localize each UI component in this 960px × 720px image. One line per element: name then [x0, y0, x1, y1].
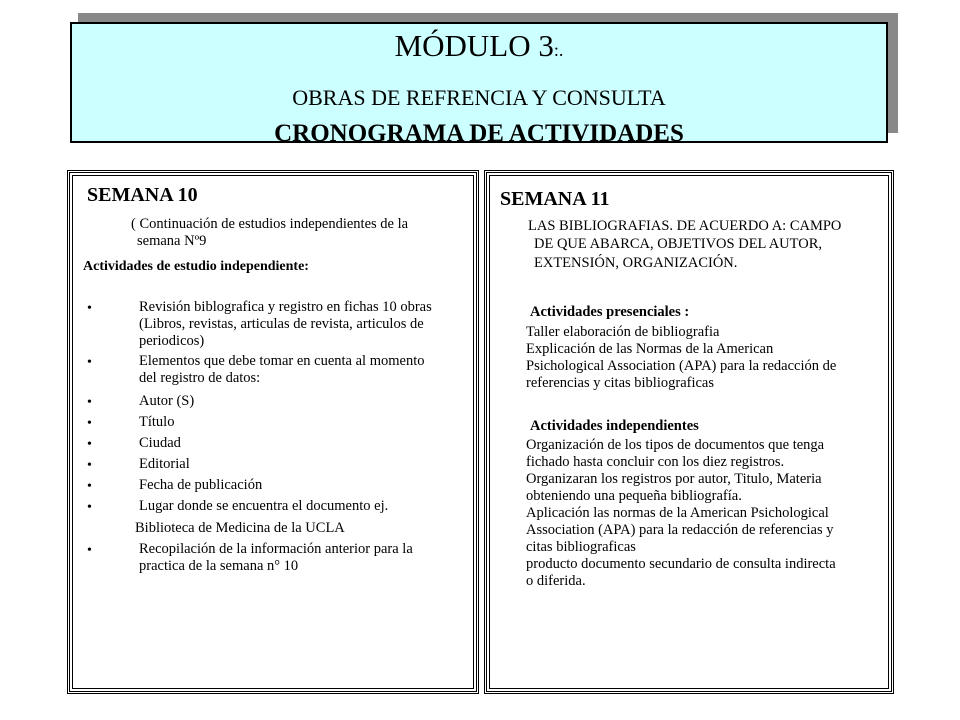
week11-title: SEMANA 11 — [500, 188, 610, 210]
bullet-dot: • — [87, 301, 92, 316]
week10-continuation-line2: semana Nº9 — [137, 233, 207, 249]
list-item: Ciudad — [139, 435, 181, 451]
independent-activities: Organización de los tipos de documentos que tenga fichado hasta concluir con los diez registros. Organizaran los registros por autor, Titulo, Materia obteniendo una pequeña bibliografía. Aplicación las normas de la American Psichological Association (APA) para la redacción de referencias y citas bibliograficas producto documento secundario de consulta indirecta o diferida. — [526, 437, 836, 589]
module-subtitle: OBRAS DE REFRENCIA Y CONSULTA — [292, 85, 666, 110]
list-item: Autor (S) — [139, 393, 195, 409]
module-label: MÓDULO 3 — [394, 28, 554, 63]
module-suffix: :. — [553, 40, 564, 60]
list-item: Editorial — [139, 456, 190, 472]
bullet-dot: • — [87, 500, 92, 515]
week10-activities-heading: Actividades de estudio independiente: — [83, 259, 309, 274]
list-item: Recopilación de la información anterior para la practica de la semana n° 10 — [139, 541, 413, 574]
schedule-title: CRONOGRAMA DE ACTIVIDADES — [274, 120, 684, 147]
week10-continuation-line1: ( Continuación de estudios independientes de la — [131, 216, 409, 232]
list-item: Fecha de publicación — [139, 477, 263, 493]
list-item: Lugar donde se encuentra el documento ej. — [139, 498, 389, 514]
bullet-dot: • — [87, 479, 92, 494]
week11-topic-line: DE QUE ABARCA, OBJETIVOS DEL AUTOR, — [534, 236, 822, 252]
module-title — [72, 30, 886, 66]
title-banner — [70, 22, 888, 147]
independent-heading: Actividades independientes — [530, 418, 699, 434]
week11-panel — [486, 172, 892, 692]
bullet-dot: • — [87, 437, 92, 452]
presential-heading: Actividades presenciales : — [530, 304, 690, 320]
list-item: Título — [139, 414, 175, 430]
library-line: Biblioteca de Medicina de la UCLA — [135, 520, 345, 536]
week11-topic-line: LAS BIBLIOGRAFIAS. DE ACUERDO A: CAMPO — [528, 218, 842, 234]
bullet-dot: • — [87, 395, 92, 410]
week10-title: SEMANA 10 — [87, 184, 198, 206]
week11-topic-line: EXTENSIÓN, ORGANIZACIÓN. — [534, 255, 738, 271]
bullet-dot: • — [87, 416, 92, 431]
presential-activities: Taller elaboración de bibliografia Explicación de las Normas de la American Psichological Association (APA) para la redacción de referencias y citas bibliograficas — [526, 324, 837, 391]
week10-panel — [69, 172, 477, 692]
bullet-dot: • — [87, 458, 92, 473]
bullet-dot: • — [87, 543, 92, 558]
bullet-dot: • — [87, 355, 92, 370]
list-item: Revisión biblografica y registro en fichas 10 obras (Libros, revistas, articulas de revista, articulos de periodicos) — [139, 299, 432, 349]
list-item: Elementos que debe tomar en cuenta al momento del registro de datos: — [139, 353, 425, 386]
